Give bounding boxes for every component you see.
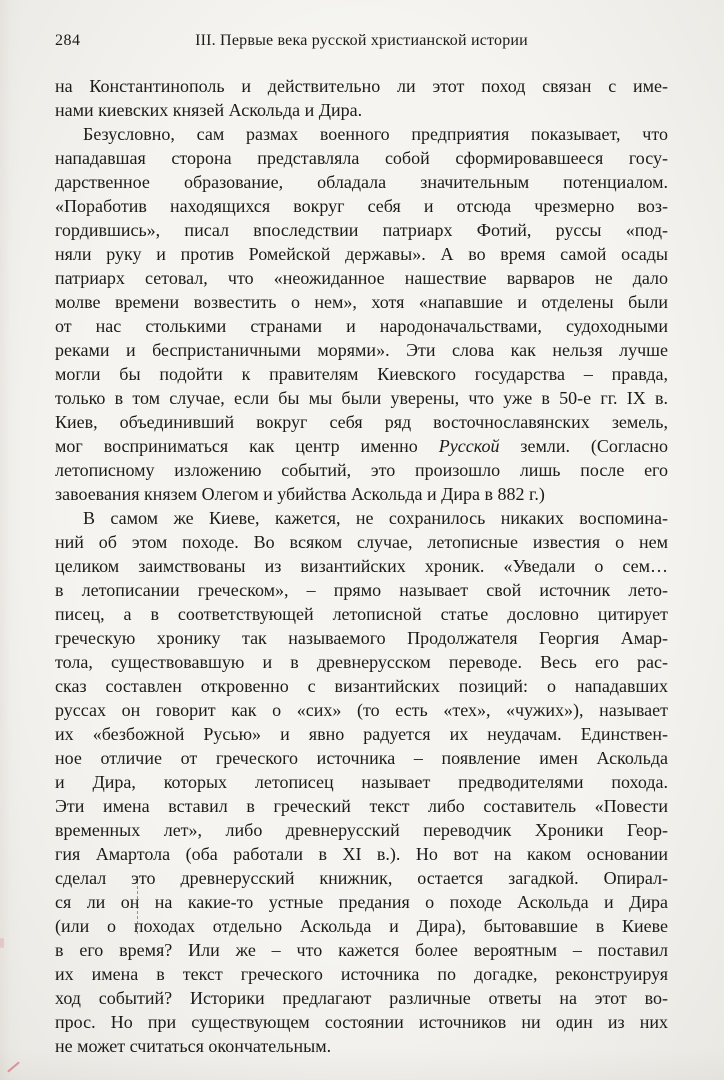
text-segment: и Дира, которых летописец называет предводителями похода. — [55, 772, 668, 792]
text-segment: «Поработив находящихся вокруг себя и отсюда чрезмерно воз- — [55, 196, 668, 216]
text-line — [55, 314, 668, 338]
text-segment: ний об этом походе. Во всяком случае, летописные известия о нем — [55, 532, 668, 552]
text-segment: ное отличие от греческого источника – появление имен Аскольда — [55, 748, 668, 768]
text-segment: нами киевских князей Аскольда и Дира. — [55, 100, 363, 120]
text-line — [55, 866, 668, 890]
text-line — [55, 506, 668, 530]
text-line — [55, 962, 668, 986]
scan-crease-artifact — [137, 876, 138, 934]
text-line — [55, 386, 668, 410]
text-line — [55, 290, 668, 314]
text-segment: временных лет», либо древнерусский переводчик Хроники Геор- — [55, 820, 668, 840]
text-segment: земли. (Согласно — [499, 436, 668, 456]
text-segment: молве времени возвестить о нем», хотя «напавшие и отделены были — [55, 292, 668, 312]
text-segment: прос. Но при существующем состоянии источников ни один из них — [55, 1012, 668, 1032]
text-line — [55, 698, 668, 722]
text-line — [55, 98, 668, 122]
text-line — [55, 530, 668, 554]
text-line — [55, 170, 668, 194]
text-segment: писец, а в соответствующей летописной статье дословно цитирует — [55, 604, 668, 624]
text-line — [55, 242, 668, 266]
text-line — [55, 602, 668, 626]
text-segment: патриарх сетовал, что «неожиданное нашествие варваров не дало — [55, 268, 668, 288]
text-line — [55, 770, 668, 794]
running-title: III. Первые века русской христианской истории — [195, 32, 528, 49]
text-line — [55, 890, 668, 914]
running-head — [55, 31, 668, 51]
text-segment: гия Амартола (оба работали в XI в.). Но вот на каком основании — [55, 844, 668, 864]
text-line — [55, 266, 668, 290]
text-segment: завоевания князем Олегом и убийства Аскольда и Дира в 882 г.) — [55, 484, 545, 504]
text-line — [55, 746, 668, 770]
text-segment: греческую хронику так называемого Продолжателя Георгия Амар- — [55, 628, 668, 648]
text-segment: сказ составлен откровенно с византийских позиций: о нападавших — [55, 676, 668, 696]
text-line — [55, 650, 668, 674]
text-segment: мог восприниматься как центр именно — [55, 436, 439, 456]
text-line — [55, 1010, 668, 1034]
text-line — [55, 122, 668, 146]
text-line — [55, 1034, 668, 1058]
text-line — [55, 938, 668, 962]
text-line — [55, 458, 668, 482]
text-segment: на Константинополь и действительно ли этот поход связан с име- — [55, 76, 668, 96]
text-segment: их «безбожной Русью» и явно радуется их неудачам. Единствен- — [55, 724, 668, 744]
text-segment: Киев, объединивший вокруг себя ряд восточнославянских земель, — [55, 412, 668, 432]
text-line — [55, 434, 668, 458]
text-line — [55, 410, 668, 434]
text-segment: (или о походах отдельно Аскольда и Дира), бытовавшие в Киеве — [55, 916, 668, 936]
text-line — [55, 914, 668, 938]
text-segment: не может считаться окончательным. — [55, 1036, 332, 1056]
text-segment: ся ли он на какие-то устные предания о походе Аскольда и Дира — [55, 892, 668, 912]
text-line — [55, 794, 668, 818]
text-line — [55, 194, 668, 218]
body-text — [55, 74, 668, 1058]
pink-scan-mark-small — [0, 938, 4, 948]
text-segment: в его время? Или же – что кажется более вероятным – поставил — [55, 940, 668, 960]
text-segment: дарственное образование, обладала значительным потенциалом. — [55, 172, 668, 192]
page-number: 284 — [55, 32, 81, 49]
text-line — [55, 626, 668, 650]
text-segment: руссах он говорит как о «сих» (то есть «тех», «чужих»), называет — [55, 700, 668, 720]
text-line — [55, 554, 668, 578]
text-segment: целиком заимствованы из византийских хроник. «Уведали о сем… — [55, 556, 668, 576]
text-line — [55, 722, 668, 746]
text-line — [55, 74, 668, 98]
text-segment: ход событий? Историки предлагают различные ответы на этот во- — [55, 988, 668, 1008]
text-segment: от нас столькими странами и народоначальствами, судоходными — [55, 316, 668, 336]
text-segment: няли руку и против Ромейской державы». А во время самой осады — [55, 244, 668, 264]
text-segment: нападавшая сторона представляла собой сформировавшееся госу- — [55, 148, 668, 168]
text-line — [55, 482, 668, 506]
text-line — [55, 818, 668, 842]
text-segment: летописному изложению событий, это произошло лишь после его — [55, 460, 668, 480]
text-line — [55, 842, 668, 866]
text-segment: их имена в текст греческого источника по догадке, реконструируя — [55, 964, 668, 984]
text-segment: могли бы подойти к правителям Киевского государства – правда, — [55, 364, 668, 384]
text-line — [55, 362, 668, 386]
text-segment: реками и беспристаничными морями». Эти слова как нельзя лучше — [55, 340, 668, 360]
text-segment: В самом же Киеве, кажется, не сохранилось никаких воспомина- — [83, 508, 668, 528]
text-segment: сделал это древнерусский книжник, остается загадкой. Опирал- — [55, 868, 668, 888]
text-line — [55, 338, 668, 362]
text-segment: в летописании греческом», – прямо называет свой источник лето- — [55, 580, 668, 600]
text-segment: Эти имена вставил в греческий текст либо составитель «Повести — [55, 796, 668, 816]
text-line — [55, 146, 668, 170]
text-segment: гордившись», писал впоследствии патриарх Фотий, руссы «под- — [55, 220, 668, 240]
text-line — [55, 986, 668, 1010]
text-segment: Безусловно, сам размах военного предприятия показывает, что — [83, 124, 668, 144]
italic-text-segment: Русской — [438, 436, 500, 456]
text-line — [55, 218, 668, 242]
text-segment: только в том случае, если бы мы были уверены, что уже в 50-е гг. IX в. — [55, 388, 668, 408]
text-line — [55, 674, 668, 698]
text-segment: тола, существовавшую и в древнерусском переводе. Весь его рас- — [55, 652, 668, 672]
pink-scan-mark — [7, 1061, 20, 1072]
text-line — [55, 578, 668, 602]
